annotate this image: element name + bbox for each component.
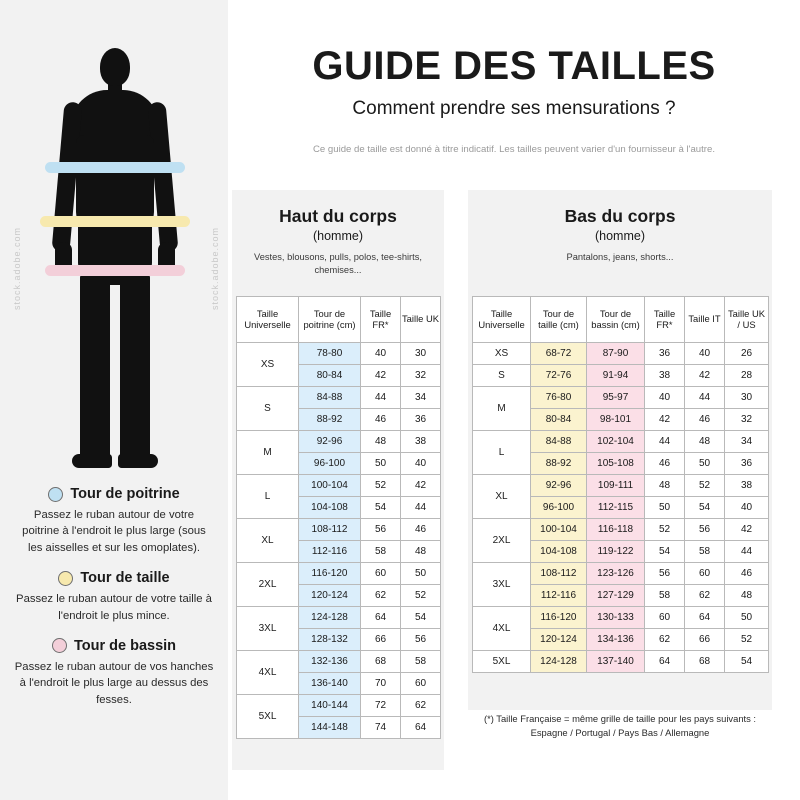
cell-size-uk: 58 [401, 651, 441, 673]
table-row [473, 343, 769, 365]
table-row [237, 519, 441, 541]
cell-hips-measure: 91-94 [587, 365, 645, 387]
disclaimer-text: Ce guide de taille est donné à titre indicatif. Les tailles peuvent varier d'un fournisseur à l'autre. [312, 144, 716, 155]
cell-chest-measure: 100-104 [299, 475, 361, 497]
cell-hips-measure: 87-90 [587, 343, 645, 365]
cell-size-fr: 36 [645, 343, 685, 365]
cell-universal-size: L [237, 475, 299, 519]
cell-size-fr: 52 [645, 519, 685, 541]
legend-item-chest [14, 486, 214, 556]
col-header-uk-us: Taille UK / US [725, 297, 769, 343]
cell-universal-size: XL [237, 519, 299, 563]
cell-size-fr: 62 [645, 629, 685, 651]
cell-size-fr: 44 [361, 387, 401, 409]
footnote-text: (*) Taille Française = même grille de taille pour les pays suivants : Espagne / Portugal / Pays Bas / Allemagne [483, 713, 757, 739]
cell-size-it: 44 [685, 387, 725, 409]
cell-universal-size: 4XL [237, 651, 299, 695]
cell-size-uk: 56 [401, 629, 441, 651]
cell-size-it: 58 [685, 541, 725, 563]
cell-size-it: 66 [685, 629, 725, 651]
cell-size-fr: 46 [645, 453, 685, 475]
lower-body-description: Pantalons, jeans, shorts... [566, 252, 674, 262]
cell-size-uk: 42 [401, 475, 441, 497]
cell-size-fr: 68 [361, 651, 401, 673]
legend-hips-text: Passez le ruban autour de vos hanches à l'endroit le plus large au dessus des fesses. [14, 660, 214, 706]
cell-chest-measure: 116-120 [299, 563, 361, 585]
header [228, 0, 800, 155]
table-row [237, 387, 441, 409]
cell-chest-measure: 140-144 [299, 695, 361, 717]
silhouette-head [100, 48, 130, 86]
upper-body-title: Haut du corps [279, 206, 397, 226]
table-row [473, 651, 769, 673]
cell-size-uk-us: 44 [725, 541, 769, 563]
cell-waist-measure: 76-80 [531, 387, 587, 409]
cell-hips-measure: 116-118 [587, 519, 645, 541]
cell-size-fr: 66 [361, 629, 401, 651]
cell-size-fr: 54 [645, 541, 685, 563]
cell-universal-size: S [473, 365, 531, 387]
silhouette-leg-gap [0, 10, 10, 190]
cell-universal-size: L [473, 431, 531, 475]
cell-size-it: 48 [685, 431, 725, 453]
cell-chest-measure: 88-92 [299, 409, 361, 431]
legend-waist-text: Passez le ruban autour de votre taille à l'endroit le plus mince. [16, 593, 212, 622]
cell-chest-measure: 136-140 [299, 673, 361, 695]
table-row [237, 343, 441, 365]
cell-size-uk: 30 [401, 343, 441, 365]
cell-waist-measure: 112-116 [531, 585, 587, 607]
table-row [473, 365, 769, 387]
table-row [473, 387, 769, 409]
legend-chest-heading [14, 486, 214, 502]
legend-hips-heading [14, 638, 214, 654]
table-row [237, 651, 441, 673]
cell-chest-measure: 144-148 [299, 717, 361, 739]
upper-body-size-table [236, 296, 441, 739]
cell-universal-size: 5XL [237, 695, 299, 739]
cell-size-it: 64 [685, 607, 725, 629]
cell-waist-measure: 108-112 [531, 563, 587, 585]
cell-chest-measure: 104-108 [299, 497, 361, 519]
col-header-fr: Taille FR* [645, 297, 685, 343]
cell-hips-measure: 112-115 [587, 497, 645, 519]
cell-size-uk-us: 52 [725, 629, 769, 651]
col-header-uk: Taille UK [401, 297, 441, 343]
cell-hips-measure: 109-111 [587, 475, 645, 497]
cell-size-uk-us: 26 [725, 343, 769, 365]
cell-waist-measure: 124-128 [531, 651, 587, 673]
table-row [473, 563, 769, 585]
cell-size-fr: 42 [645, 409, 685, 431]
cell-size-uk: 64 [401, 717, 441, 739]
cell-waist-measure: 72-76 [531, 365, 587, 387]
cell-waist-measure: 104-108 [531, 541, 587, 563]
legend-hips-title: Tour de bassin [73, 637, 177, 654]
cell-size-fr: 72 [361, 695, 401, 717]
cell-size-fr: 42 [361, 365, 401, 387]
cell-size-uk: 32 [401, 365, 441, 387]
cell-size-it: 50 [685, 453, 725, 475]
cell-size-uk: 36 [401, 409, 441, 431]
table-row [473, 519, 769, 541]
cell-universal-size: M [473, 387, 531, 431]
cell-size-fr: 48 [361, 431, 401, 453]
legend-waist-heading [14, 570, 214, 586]
cell-waist-measure: 116-120 [531, 607, 587, 629]
cell-size-fr: 64 [361, 607, 401, 629]
table-header-row [473, 297, 769, 343]
cell-size-it: 56 [685, 519, 725, 541]
cell-size-fr: 40 [645, 387, 685, 409]
cell-waist-measure: 84-88 [531, 431, 587, 453]
cell-waist-measure: 100-104 [531, 519, 587, 541]
table-row [473, 607, 769, 629]
cell-universal-size: XS [237, 343, 299, 387]
silhouette-left-foot [72, 454, 112, 468]
cell-size-fr: 58 [361, 541, 401, 563]
chest-color-dot-icon [48, 487, 63, 502]
cell-size-fr: 74 [361, 717, 401, 739]
watermark-left: stock.adobe.com [12, 226, 22, 310]
cell-chest-measure: 112-116 [299, 541, 361, 563]
cell-hips-measure: 119-122 [587, 541, 645, 563]
cell-size-uk: 48 [401, 541, 441, 563]
cell-size-fr: 58 [645, 585, 685, 607]
cell-size-uk-us: 42 [725, 519, 769, 541]
cell-size-fr: 40 [361, 343, 401, 365]
col-header-waist: Tour de taille (cm) [531, 297, 587, 343]
cell-size-uk-us: 48 [725, 585, 769, 607]
table-row [473, 431, 769, 453]
legend-chest-title: Tour de poitrine [70, 486, 180, 502]
lower-body-subtitle: (homme) [594, 229, 645, 243]
cell-universal-size: 3XL [237, 607, 299, 651]
silhouette-right-foot [118, 454, 158, 468]
cell-size-fr: 56 [361, 519, 401, 541]
cell-waist-measure: 80-84 [531, 409, 587, 431]
body-silhouette-illustration [0, 10, 228, 480]
silhouette-right-leg [120, 272, 150, 462]
cell-chest-measure: 128-132 [299, 629, 361, 651]
lower-body-size-table [472, 296, 769, 673]
cell-universal-size: S [237, 387, 299, 431]
cell-size-it: 62 [685, 585, 725, 607]
col-header-fr: Taille FR* [361, 297, 401, 343]
col-header-chest: Tour de poitrine (cm) [299, 297, 361, 343]
cell-waist-measure: 88-92 [531, 453, 587, 475]
cell-size-uk: 34 [401, 387, 441, 409]
cell-size-uk: 54 [401, 607, 441, 629]
cell-universal-size: XL [473, 475, 531, 519]
waist-measure-band [40, 216, 190, 227]
upper-body-subtitle: (homme) [312, 229, 363, 243]
cell-size-fr: 64 [645, 651, 685, 673]
cell-size-uk-us: 32 [725, 409, 769, 431]
cell-universal-size: XS [473, 343, 531, 365]
table-row [237, 563, 441, 585]
watermark-right: stock.adobe.com [210, 226, 220, 310]
cell-size-uk: 62 [401, 695, 441, 717]
cell-chest-measure: 80-84 [299, 365, 361, 387]
cell-hips-measure: 95-97 [587, 387, 645, 409]
cell-size-uk-us: 34 [725, 431, 769, 453]
table-row [237, 475, 441, 497]
waist-color-dot-icon [58, 571, 73, 586]
cell-size-fr: 70 [361, 673, 401, 695]
cell-size-uk-us: 50 [725, 607, 769, 629]
cell-chest-measure: 120-124 [299, 585, 361, 607]
cell-size-fr: 56 [645, 563, 685, 585]
cell-size-uk-us: 38 [725, 475, 769, 497]
cell-size-uk: 46 [401, 519, 441, 541]
cell-chest-measure: 78-80 [299, 343, 361, 365]
cell-size-fr: 60 [361, 563, 401, 585]
cell-hips-measure: 137-140 [587, 651, 645, 673]
cell-chest-measure: 124-128 [299, 607, 361, 629]
cell-size-it: 54 [685, 497, 725, 519]
page-title: GUIDE DES TAILLES [312, 44, 716, 88]
col-header-hips: Tour de bassin (cm) [587, 297, 645, 343]
cell-waist-measure: 120-124 [531, 629, 587, 651]
cell-size-uk-us: 30 [725, 387, 769, 409]
cell-size-uk-us: 46 [725, 563, 769, 585]
cell-hips-measure: 123-126 [587, 563, 645, 585]
cell-size-fr: 46 [361, 409, 401, 431]
col-header-it: Taille IT [685, 297, 725, 343]
cell-size-it: 52 [685, 475, 725, 497]
cell-chest-measure: 96-100 [299, 453, 361, 475]
cell-size-it: 60 [685, 563, 725, 585]
col-header-universal: Taille Universelle [473, 297, 531, 343]
cell-size-fr: 54 [361, 497, 401, 519]
upper-body-description: Vestes, blousons, pulls, polos, tee-shirts, chemises... [254, 252, 422, 276]
hips-measure-band [45, 265, 185, 276]
cell-size-uk-us: 28 [725, 365, 769, 387]
cell-chest-measure: 132-136 [299, 651, 361, 673]
cell-size-uk-us: 54 [725, 651, 769, 673]
cell-size-fr: 50 [645, 497, 685, 519]
measurement-legend [0, 486, 228, 722]
cell-size-fr: 44 [645, 431, 685, 453]
cell-hips-measure: 102-104 [587, 431, 645, 453]
cell-waist-measure: 92-96 [531, 475, 587, 497]
lower-body-title: Bas du corps [564, 206, 676, 226]
cell-universal-size: 2XL [473, 519, 531, 563]
cell-size-fr: 52 [361, 475, 401, 497]
cell-size-fr: 50 [361, 453, 401, 475]
cell-chest-measure: 92-96 [299, 431, 361, 453]
cell-size-uk: 44 [401, 497, 441, 519]
cell-size-fr: 48 [645, 475, 685, 497]
cell-size-it: 42 [685, 365, 725, 387]
cell-size-it: 40 [685, 343, 725, 365]
legend-chest-text: Passez le ruban autour de votre poitrine à l'endroit le plus large (sous les aisselles et sur les omoplates). [22, 509, 206, 554]
cell-size-fr: 38 [645, 365, 685, 387]
legend-item-hips [14, 638, 214, 708]
cell-chest-measure: 84-88 [299, 387, 361, 409]
cell-size-it: 68 [685, 651, 725, 673]
page-subtitle: Comment prendre ses mensurations ? [352, 98, 676, 119]
cell-size-fr: 62 [361, 585, 401, 607]
silhouette-left-leg [80, 272, 110, 462]
table-row [237, 431, 441, 453]
table-header-row [237, 297, 441, 343]
cell-hips-measure: 98-101 [587, 409, 645, 431]
cell-hips-measure: 127-129 [587, 585, 645, 607]
cell-universal-size: 5XL [473, 651, 531, 673]
cell-chest-measure: 108-112 [299, 519, 361, 541]
cell-universal-size: 2XL [237, 563, 299, 607]
cell-size-it: 46 [685, 409, 725, 431]
cell-size-uk: 50 [401, 563, 441, 585]
cell-hips-measure: 105-108 [587, 453, 645, 475]
cell-size-fr: 60 [645, 607, 685, 629]
cell-hips-measure: 134-136 [587, 629, 645, 651]
legend-item-waist [14, 570, 214, 624]
table-row [473, 475, 769, 497]
cell-size-uk: 38 [401, 431, 441, 453]
cell-universal-size: 3XL [473, 563, 531, 607]
table-row [237, 695, 441, 717]
cell-size-uk-us: 36 [725, 453, 769, 475]
cell-universal-size: M [237, 431, 299, 475]
col-header-universal: Taille Universelle [237, 297, 299, 343]
cell-universal-size: 4XL [473, 607, 531, 651]
left-panel [0, 0, 228, 800]
cell-size-uk: 60 [401, 673, 441, 695]
table-row [237, 607, 441, 629]
legend-waist-title: Tour de taille [80, 570, 170, 587]
chest-measure-band [45, 162, 185, 173]
cell-size-uk: 40 [401, 453, 441, 475]
cell-size-uk: 52 [401, 585, 441, 607]
cell-hips-measure: 130-133 [587, 607, 645, 629]
cell-waist-measure: 96-100 [531, 497, 587, 519]
cell-waist-measure: 68-72 [531, 343, 587, 365]
cell-size-uk-us: 40 [725, 497, 769, 519]
hips-color-dot-icon [52, 638, 67, 653]
